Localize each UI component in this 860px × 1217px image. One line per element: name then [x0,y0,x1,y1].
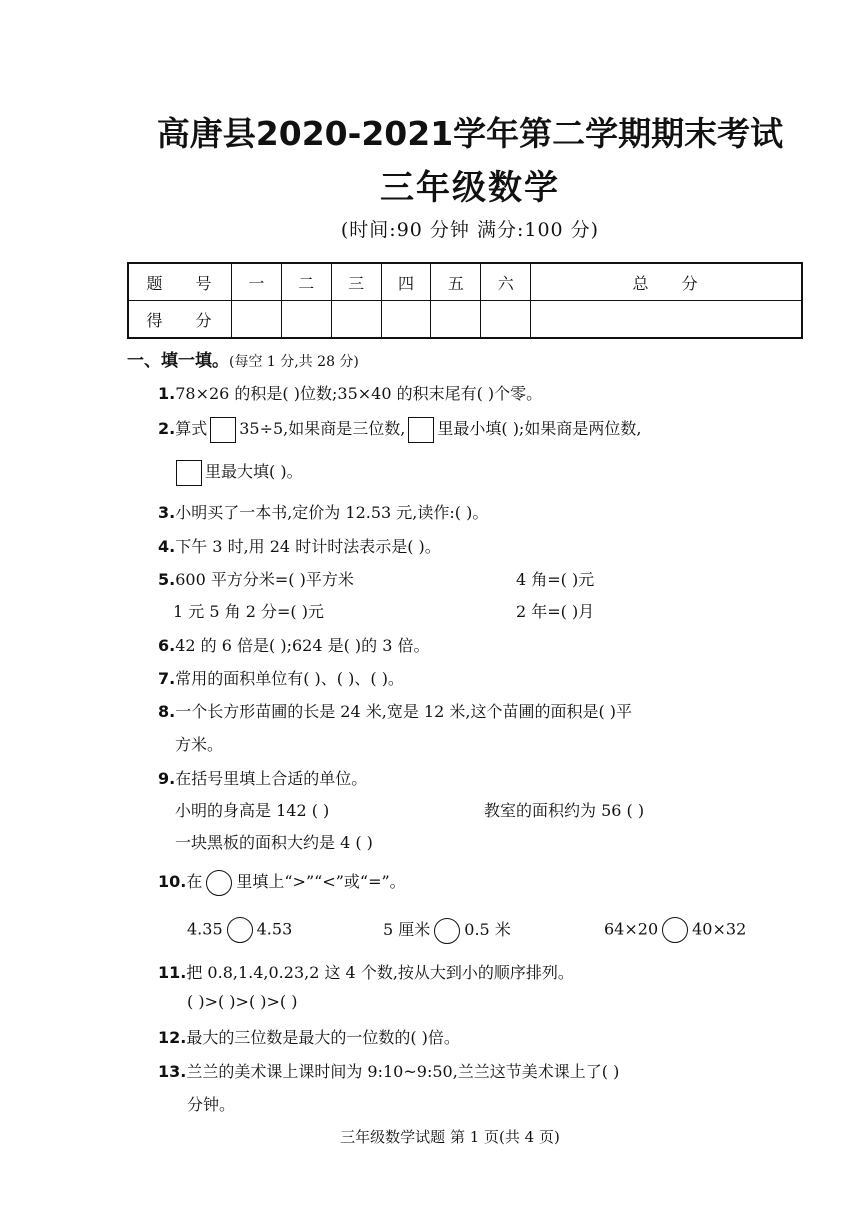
question-text: 兰兰的美术课上课时间为 9:10~9:50,兰兰这节美术课上了( ) [186,1062,620,1081]
question-9 [158,766,367,789]
score-header-cell: 一 [232,263,282,301]
question-number: 13. [158,1062,187,1081]
question-11-cont: ( )>( )>( )>( ) [187,992,298,1011]
compare-left: 5 厘米 [383,920,431,939]
question-number: 7. [158,669,176,688]
score-header-cell: 二 [281,263,331,301]
score-cell[interactable] [481,301,531,339]
exam-title: 高唐县2020-2021学年第二学期期末考试 [156,114,784,153]
question-number: 10. [158,872,187,891]
question-number: 12. [158,1028,187,1047]
compare-right: 0.5 米 [464,920,511,939]
question-8 [158,699,632,722]
section-1-title: 一、填一填。 [127,351,229,371]
question-7 [158,666,404,689]
exam-info: (时间:90 分钟 满分:100 分) [340,219,600,241]
score-header-cell: 题 号 [128,263,232,301]
question-text: 算式 [175,419,208,438]
question-text: 42 的 6 倍是( );624 是( )的 3 倍。 [175,636,430,655]
question-text: 最大的三位数是最大的一位数的( )倍。 [186,1028,460,1047]
question-5-row1-b: 4 角=( )元 [516,570,595,589]
page-footer: 三年级数学试题 第 1 页(共 4 页) [340,1128,560,1146]
question-number: 1. [158,384,176,403]
score-cell[interactable] [381,301,431,339]
question-number: 5. [158,570,176,589]
compare-circle[interactable] [206,870,232,896]
question-text: 在 [186,872,203,891]
score-header-cell: 三 [331,263,381,301]
question-6 [158,633,430,656]
answer-box[interactable] [176,460,202,486]
score-cell[interactable] [431,301,481,339]
question-3 [158,500,488,523]
score-table-header-row [128,263,802,301]
score-table-score-row [128,301,802,339]
section-1-note: (每空 1 分,共 28 分) [229,354,359,370]
question-text: 78×26 的积是( )位数;35×40 的积末尾有( )个零。 [175,384,543,403]
question-text: 里最小填( );如果商是两位数, [437,419,642,438]
compare-right: 40×32 [692,919,747,939]
score-cell[interactable] [281,301,331,339]
question-5-row1 [158,567,354,590]
compare-right: 4.53 [256,919,293,939]
compare-circle[interactable] [227,917,253,943]
score-cell[interactable] [331,301,381,339]
score-table [127,262,803,339]
score-header-cell: 六 [481,263,531,301]
question-number: 2. [158,419,176,438]
question-1 [158,381,542,404]
score-header-cell: 总 分 [531,263,802,301]
question-5-row2-b: 2 年=( )月 [516,602,595,621]
compare-left: 4.35 [187,919,223,939]
question-9-b: 教室的面积约为 56 ( ) [484,801,645,820]
question-2 [158,416,641,443]
exam-subtitle: 三年级数学 [380,168,560,208]
score-header-cell: 四 [381,263,431,301]
question-4 [158,534,441,557]
section-1-heading [127,346,359,371]
question-number: 6. [158,636,176,655]
question-number: 9. [158,769,176,788]
question-text: 小明买了一本书,定价为 12.53 元,读作:( )。 [175,503,489,522]
compare-circle[interactable] [662,917,688,943]
question-9-a: 小明的身高是 142 ( ) [175,801,330,820]
question-12 [158,1025,460,1048]
question-text: 里最大填( )。 [205,462,303,481]
question-number: 4. [158,537,176,556]
compare-circle[interactable] [434,918,460,944]
question-13 [158,1059,619,1082]
score-header-cell: 五 [431,263,481,301]
question-text: 一个长方形苗圃的长是 24 米,宽是 12 米,这个苗圃的面积是( )平 [175,702,633,721]
question-text: 35÷5,如果商是三位数, [239,419,406,438]
score-cell[interactable] [531,301,802,339]
question-10-item-1 [187,917,292,943]
compare-left: 64×20 [604,919,659,939]
question-8-cont: 方米。 [175,735,224,754]
question-text: 把 0.8,1.4,0.23,2 这 4 个数,按从大到小的顺序排列。 [186,963,574,982]
question-10-item-2 [383,917,511,944]
question-13-cont: 分钟。 [187,1095,236,1114]
question-number: 3. [158,503,176,522]
question-11 [158,960,574,983]
question-10 [158,869,406,896]
question-number: 11. [158,963,187,982]
score-cell[interactable] [232,301,282,339]
score-row-label: 得 分 [128,301,232,339]
question-text: 下午 3 时,用 24 时计时法表示是( )。 [175,537,441,556]
question-10-item-3 [604,917,746,943]
question-text: 在括号里填上合适的单位。 [175,769,368,788]
answer-box[interactable] [210,417,236,443]
question-2-cont [173,459,303,486]
question-text: 里填上“>”“<”或“=”。 [236,872,406,891]
question-text: 600 平方分米=( )平方米 [175,570,354,589]
answer-box[interactable] [408,417,434,443]
question-text: 常用的面积单位有( )、( )、( )。 [175,669,404,688]
question-5-row2: 1 元 5 角 2 分=( )元 [173,602,324,621]
question-9-c: 一块黑板的面积大约是 4 ( ) [175,833,373,852]
question-number: 8. [158,702,176,721]
